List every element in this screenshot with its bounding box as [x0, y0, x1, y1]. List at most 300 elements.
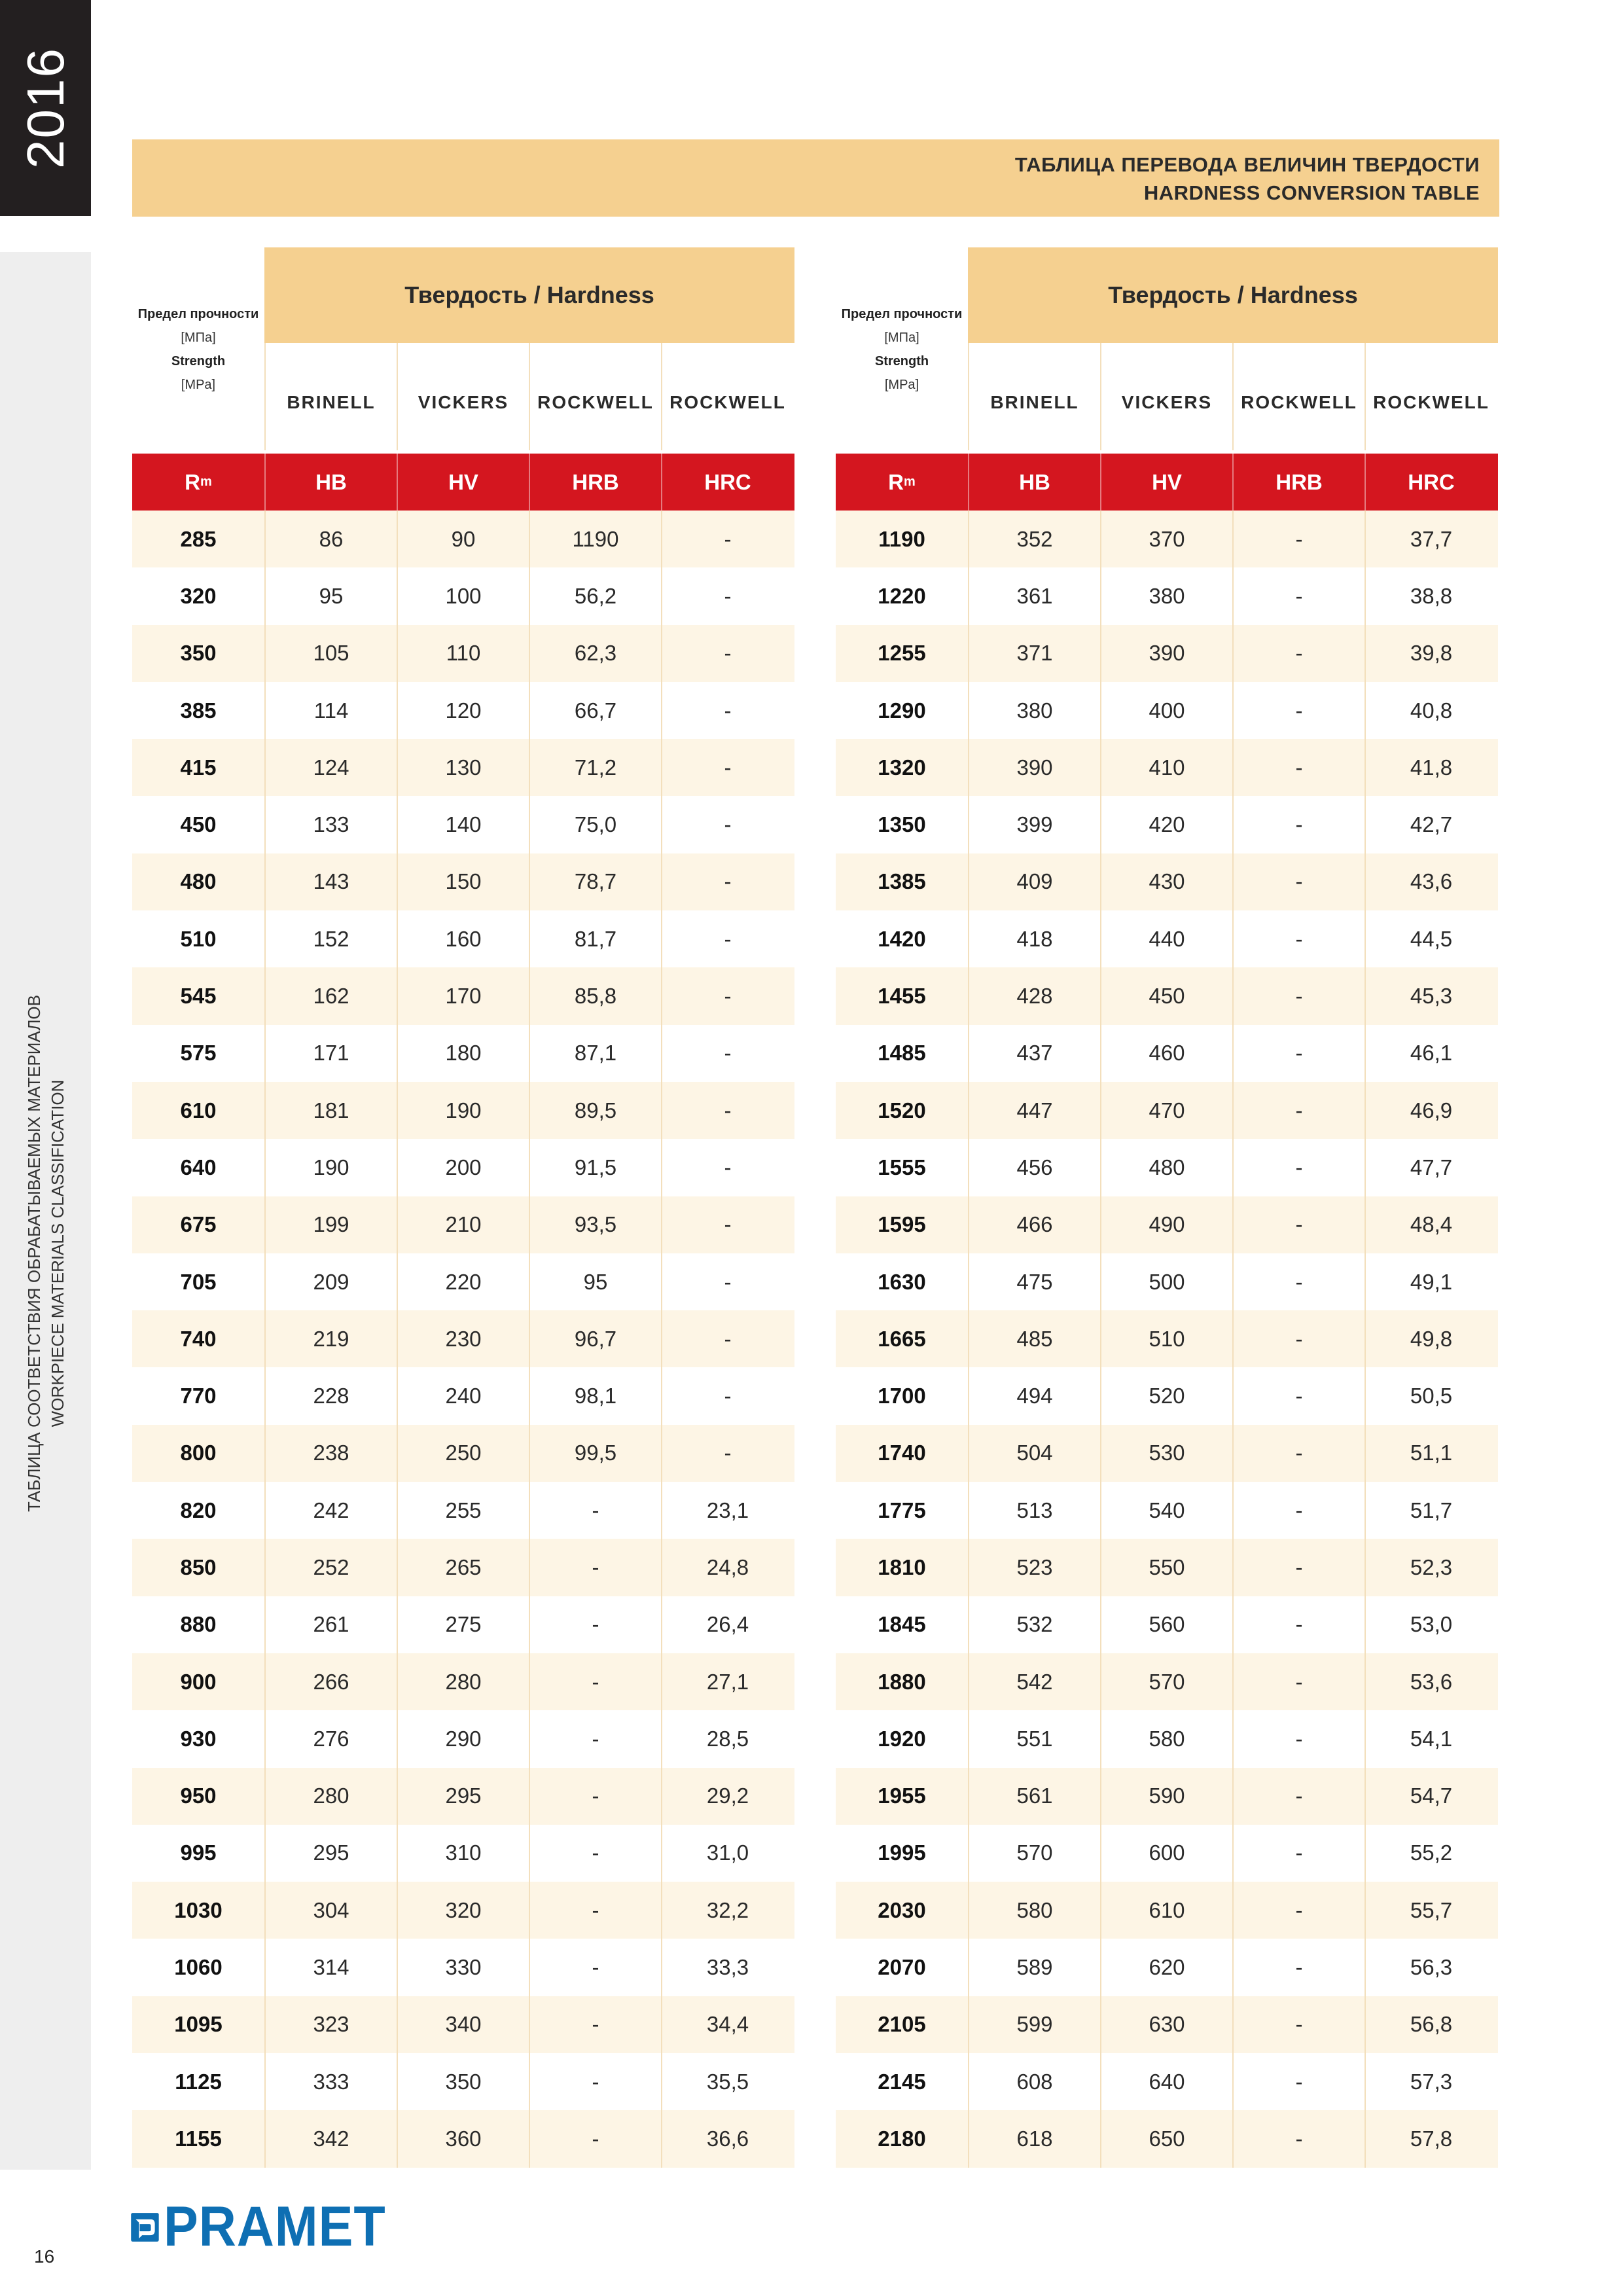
cell-hrb: - — [1232, 1653, 1364, 1710]
cell-hrc: 41,8 — [1364, 739, 1497, 796]
cell-rm: 1220 — [878, 583, 926, 608]
cell-rm: 350 — [180, 641, 217, 666]
cell-hb: 304 — [264, 1882, 397, 1939]
cell-hrb: - — [1232, 853, 1364, 910]
cell-hv: 130 — [397, 739, 529, 796]
title-bar — [132, 139, 1499, 217]
cell-hrb: 99,5 — [529, 1425, 661, 1482]
cell-hrb: - — [1232, 1482, 1364, 1539]
strength-unit-ru: [МПа] — [181, 331, 216, 345]
cell-rm: 1455 — [878, 984, 926, 1009]
cell-hrc: 47,7 — [1364, 1139, 1497, 1196]
cell-hv: 560 — [1100, 1596, 1232, 1653]
cell-hrc: - — [661, 1139, 793, 1196]
cell-rm: 575 — [180, 1041, 217, 1066]
cell-hrb: - — [1232, 2110, 1364, 2167]
cell-hb: 532 — [968, 1596, 1100, 1653]
cell-hrc: 50,5 — [1364, 1367, 1497, 1424]
cell-hv: 360 — [397, 2110, 529, 2167]
unit-hrc: HRC — [661, 454, 793, 511]
cell-rm: 930 — [180, 1726, 217, 1751]
table-row — [836, 1882, 1498, 1939]
cell-hrb: 56,2 — [529, 567, 661, 624]
unit-rm-subscript: m — [200, 475, 212, 489]
cell-hb: 280 — [264, 1768, 397, 1825]
cell-hrb: - — [1232, 910, 1364, 967]
table-row — [836, 1710, 1498, 1767]
cell-hv: 630 — [1100, 1996, 1232, 2053]
unit-rm-symbol: R — [185, 469, 201, 494]
cell-hb: 252 — [264, 1539, 397, 1596]
cell-hb: 114 — [264, 682, 397, 739]
cell-hb: 238 — [264, 1425, 397, 1482]
cell-hb: 95 — [264, 567, 397, 624]
cell-hb: 361 — [968, 567, 1100, 624]
unit-hv: HV — [397, 454, 529, 511]
cell-hb: 456 — [968, 1139, 1100, 1196]
cell-hv: 550 — [1100, 1539, 1232, 1596]
cell-hb: 199 — [264, 1196, 397, 1253]
cell-hrc: 34,4 — [661, 1996, 793, 2053]
cell-hv: 430 — [1100, 853, 1232, 910]
cell-rm: 1775 — [878, 1498, 926, 1522]
cell-hrc: 53,6 — [1364, 1653, 1497, 1710]
table-row — [836, 1596, 1498, 1653]
cell-hb: 342 — [264, 2110, 397, 2167]
cell-rm: 850 — [180, 1554, 217, 1579]
cell-rm: 1595 — [878, 1212, 926, 1237]
cell-hv: 570 — [1100, 1653, 1232, 1710]
cell-hrc: 51,7 — [1364, 1482, 1497, 1539]
cell-hv: 160 — [397, 910, 529, 967]
table-row — [132, 796, 794, 853]
cell-hrc: - — [661, 1025, 793, 1082]
table-row — [836, 739, 1498, 796]
cell-hb: 409 — [968, 853, 1100, 910]
cell-hb: 314 — [264, 1939, 397, 1996]
cell-hv: 210 — [397, 1196, 529, 1253]
cell-hrc: 39,8 — [1364, 625, 1497, 682]
unit-hrb: HRB — [529, 454, 661, 511]
cell-hrc: - — [661, 1310, 793, 1367]
cell-hv: 100 — [397, 567, 529, 624]
cell-hb: 475 — [968, 1253, 1100, 1310]
cell-hv: 480 — [1100, 1139, 1232, 1196]
cell-hv: 620 — [1100, 1939, 1232, 1996]
cell-rm: 1060 — [174, 1955, 223, 1980]
method-vickers: VICKERS — [397, 343, 529, 450]
cell-hrb: 95 — [529, 1253, 661, 1310]
cell-rm: 1350 — [878, 812, 926, 837]
table-row — [132, 511, 794, 567]
cell-rm: 610 — [180, 1098, 217, 1122]
cell-hrc: - — [661, 1082, 793, 1139]
cell-rm: 1810 — [878, 1554, 926, 1579]
hardness-header: Твердость / Hardness — [264, 247, 794, 343]
cell-hrb: 91,5 — [529, 1139, 661, 1196]
unit-rm — [132, 454, 264, 511]
table-row — [836, 1139, 1498, 1196]
cell-hv: 440 — [1100, 910, 1232, 967]
cell-hv: 470 — [1100, 1082, 1232, 1139]
cell-hrb: - — [1232, 2053, 1364, 2110]
cell-rm: 1740 — [878, 1441, 926, 1465]
table-row — [132, 1653, 794, 1710]
cell-hb: 390 — [968, 739, 1100, 796]
cell-hrc: - — [661, 567, 793, 624]
table-row — [836, 1310, 1498, 1367]
cell-rm: 1320 — [878, 755, 926, 780]
cell-hb: 261 — [264, 1596, 397, 1653]
cell-rm: 320 — [180, 583, 217, 608]
cell-hb: 143 — [264, 853, 397, 910]
cell-hb: 608 — [968, 2053, 1100, 2110]
table-row — [132, 1139, 794, 1196]
table-row — [836, 1253, 1498, 1310]
cell-hrb: - — [1232, 967, 1364, 1024]
cell-hb: 551 — [968, 1710, 1100, 1767]
cell-hv: 500 — [1100, 1253, 1232, 1310]
table-row — [132, 625, 794, 682]
table-row — [132, 1025, 794, 1082]
cell-hv: 250 — [397, 1425, 529, 1482]
unit-rm-symbol: R — [888, 469, 904, 494]
cell-hrb: 62,3 — [529, 625, 661, 682]
table-row — [132, 1482, 794, 1539]
table-row — [836, 1996, 1498, 2053]
cell-hb: 219 — [264, 1310, 397, 1367]
cell-hb: 504 — [968, 1425, 1100, 1482]
cell-hrc: 42,7 — [1364, 796, 1497, 853]
table-row — [836, 1082, 1498, 1139]
cell-rm: 480 — [180, 869, 217, 894]
strength-label-en: Strength — [874, 354, 929, 368]
cell-hrc: 53,0 — [1364, 1596, 1497, 1653]
strength-unit-en: [MPa] — [884, 378, 919, 392]
cell-hv: 400 — [1100, 682, 1232, 739]
cell-hrc: 27,1 — [661, 1653, 793, 1710]
cell-hv: 460 — [1100, 1025, 1232, 1082]
cell-hv: 650 — [1100, 2110, 1232, 2167]
cell-rm: 1700 — [878, 1384, 926, 1408]
cell-hrb: - — [1232, 739, 1364, 796]
cell-hrc: 46,1 — [1364, 1025, 1497, 1082]
table-row — [836, 1425, 1498, 1482]
cell-hrc: - — [661, 625, 793, 682]
side-caption-ru: ТАБЛИЦА СООТВЕТСТВИЯ ОБРАБАТЫВАЕМЫХ МАТЕРИАЛОВ — [24, 995, 44, 1512]
cell-hv: 290 — [397, 1710, 529, 1767]
unit-header-row — [836, 454, 1498, 511]
cell-rm: 770 — [180, 1384, 217, 1408]
table-row — [836, 1825, 1498, 1882]
cell-hrb: - — [1232, 1196, 1364, 1253]
cell-hrb: - — [1232, 1996, 1364, 2053]
table-row — [132, 853, 794, 910]
table-row — [132, 1367, 794, 1424]
cell-hv: 590 — [1100, 1768, 1232, 1825]
year-label: 2016 — [16, 47, 75, 169]
cell-rm: 1955 — [878, 1784, 926, 1808]
cell-hv: 580 — [1100, 1710, 1232, 1767]
table-row — [132, 1082, 794, 1139]
method-vickers: VICKERS — [1100, 343, 1232, 450]
cell-rm: 950 — [180, 1784, 217, 1808]
cell-hrb: - — [529, 1539, 661, 1596]
cell-hv: 295 — [397, 1768, 529, 1825]
cell-hv: 380 — [1100, 567, 1232, 624]
table-row — [836, 910, 1498, 967]
cell-hrb: - — [529, 1482, 661, 1539]
unit-hrb: HRB — [1232, 454, 1364, 511]
table-row — [132, 682, 794, 739]
table-row — [836, 1539, 1498, 1596]
cell-hb: 209 — [264, 1253, 397, 1310]
table-row — [836, 1939, 1498, 1996]
side-caption — [22, 995, 69, 1512]
cell-rm: 900 — [180, 1669, 217, 1694]
cell-hrc: - — [661, 853, 793, 910]
cell-rm: 450 — [180, 812, 217, 837]
table-row — [836, 1367, 1498, 1424]
cell-hb: 542 — [968, 1653, 1100, 1710]
cell-hb: 580 — [968, 1882, 1100, 1939]
cell-hb: 190 — [264, 1139, 397, 1196]
table-row — [132, 739, 794, 796]
table-row — [132, 2110, 794, 2167]
cell-rm: 415 — [180, 755, 217, 780]
cell-hrc: - — [661, 910, 793, 967]
strength-unit-ru: [МПа] — [884, 331, 919, 345]
cell-hrb: - — [1232, 1939, 1364, 1996]
year-box — [0, 0, 91, 216]
cell-hb: 485 — [968, 1310, 1100, 1367]
table-row — [132, 1253, 794, 1310]
cell-hb: 295 — [264, 1825, 397, 1882]
cell-hrb: - — [529, 1653, 661, 1710]
cell-hv: 350 — [397, 2053, 529, 2110]
cell-hb: 323 — [264, 1996, 397, 2053]
cell-hrb: - — [529, 1825, 661, 1882]
cell-hv: 310 — [397, 1825, 529, 1882]
conversion-table-left — [132, 247, 794, 2165]
cell-hb: 589 — [968, 1939, 1100, 1996]
table-row — [132, 1710, 794, 1767]
cell-hb: 242 — [264, 1482, 397, 1539]
cell-hrc: 33,3 — [661, 1939, 793, 1996]
strength-label-ru: Предел прочности — [841, 307, 963, 321]
cell-rm: 1290 — [878, 698, 926, 723]
table-row — [132, 1539, 794, 1596]
cell-hb: 447 — [968, 1082, 1100, 1139]
cell-hrb: - — [529, 1710, 661, 1767]
cell-hrc: 49,8 — [1364, 1310, 1497, 1367]
cell-hrb: - — [1232, 1596, 1364, 1653]
cell-hrc: 51,1 — [1364, 1425, 1497, 1482]
cell-hrc: 48,4 — [1364, 1196, 1497, 1253]
cell-hrc: 36,6 — [661, 2110, 793, 2167]
cell-hv: 180 — [397, 1025, 529, 1082]
cell-hb: 437 — [968, 1025, 1100, 1082]
cell-hb: 162 — [264, 967, 397, 1024]
cell-hb: 266 — [264, 1653, 397, 1710]
table-row — [132, 1310, 794, 1367]
table-row — [132, 1939, 794, 1996]
cell-hrb: - — [1232, 1710, 1364, 1767]
cell-rm: 880 — [180, 1612, 217, 1637]
cell-hrc: 38,8 — [1364, 567, 1497, 624]
pramet-logo-icon — [130, 2202, 160, 2252]
cell-rm: 1030 — [174, 1897, 223, 1922]
cell-hv: 240 — [397, 1367, 529, 1424]
cell-rm: 1155 — [175, 2126, 222, 2151]
cell-rm: 740 — [180, 1326, 217, 1351]
cell-hv: 420 — [1100, 796, 1232, 853]
table-row — [836, 1768, 1498, 1825]
cell-hb: 561 — [968, 1768, 1100, 1825]
cell-hrc: - — [661, 1196, 793, 1253]
cell-rm: 1190 — [878, 526, 925, 551]
cell-hrb: - — [1232, 567, 1364, 624]
cell-hrb: 85,8 — [529, 967, 661, 1024]
title-ru: ТАБЛИЦА ПЕРЕВОДА ВЕЛИЧИН ТВЕРДОСТИ — [1014, 153, 1480, 176]
cell-hv: 220 — [397, 1253, 529, 1310]
cell-rm: 2030 — [878, 1897, 926, 1922]
cell-hrc: 56,8 — [1364, 1996, 1497, 2053]
cell-hv: 640 — [1100, 2053, 1232, 2110]
cell-hrc: 40,8 — [1364, 682, 1497, 739]
cell-hrb: - — [1232, 1768, 1364, 1825]
unit-header-row — [132, 454, 794, 511]
unit-rm — [836, 454, 968, 511]
cell-hv: 120 — [397, 682, 529, 739]
strength-label-en: Strength — [171, 354, 226, 368]
page-number: 16 — [34, 2246, 55, 2267]
cell-rm: 1920 — [878, 1726, 926, 1751]
cell-hrc: - — [661, 511, 793, 567]
cell-hv: 190 — [397, 1082, 529, 1139]
table-row — [132, 910, 794, 967]
cell-rm: 1880 — [878, 1669, 926, 1694]
cell-rm: 1485 — [878, 1041, 926, 1066]
cell-rm: 1385 — [878, 869, 926, 894]
table-row — [836, 967, 1498, 1024]
cell-rm: 1995 — [878, 1840, 926, 1865]
cell-hrc: 49,1 — [1364, 1253, 1497, 1310]
method-rockwell-b: ROCKWELL — [1232, 343, 1364, 450]
cell-hb: 523 — [968, 1539, 1100, 1596]
table-body-left — [132, 511, 794, 2168]
method-rockwell-c: ROCKWELL — [1364, 343, 1497, 450]
cell-hb: 105 — [264, 625, 397, 682]
cell-hrc: 23,1 — [661, 1482, 793, 1539]
cell-hrb: - — [529, 1882, 661, 1939]
cell-rm: 1555 — [878, 1155, 926, 1179]
table-row — [132, 1425, 794, 1482]
cell-hb: 352 — [968, 511, 1100, 567]
cell-rm: 705 — [180, 1269, 217, 1294]
cell-hrb: - — [1232, 1882, 1364, 1939]
cell-hrb: - — [1232, 682, 1364, 739]
table-row — [836, 2053, 1498, 2110]
cell-hb: 466 — [968, 1196, 1100, 1253]
cell-hb: 276 — [264, 1710, 397, 1767]
cell-hrb: - — [1232, 1825, 1364, 1882]
cell-hv: 370 — [1100, 511, 1232, 567]
table-row — [836, 796, 1498, 853]
table-row — [132, 1882, 794, 1939]
cell-rm: 1255 — [878, 641, 926, 666]
cell-rm: 640 — [180, 1155, 217, 1179]
cell-hrb: 96,7 — [529, 1310, 661, 1367]
unit-rm-subscript: m — [904, 475, 916, 489]
cell-hrc: - — [661, 1367, 793, 1424]
cell-hb: 133 — [264, 796, 397, 853]
cell-hrb: - — [529, 1596, 661, 1653]
cell-hb: 618 — [968, 2110, 1100, 2167]
cell-hrc: 29,2 — [661, 1768, 793, 1825]
cell-hv: 610 — [1100, 1882, 1232, 1939]
table-row — [836, 1653, 1498, 1710]
cell-hrc: 37,7 — [1364, 511, 1497, 567]
pramet-logo-text: PRAMET — [163, 2195, 386, 2258]
cell-hv: 390 — [1100, 625, 1232, 682]
table-row — [836, 625, 1498, 682]
cell-hrc: 57,3 — [1364, 2053, 1497, 2110]
cell-hrc: 46,9 — [1364, 1082, 1497, 1139]
cell-rm: 675 — [180, 1212, 217, 1237]
cell-hrb: - — [1232, 625, 1364, 682]
cell-hrb: - — [1232, 1253, 1364, 1310]
table-row — [836, 1025, 1498, 1082]
method-header-row — [264, 343, 794, 450]
table-row — [132, 1768, 794, 1825]
cell-rm: 1420 — [878, 926, 926, 951]
cell-rm: 385 — [180, 698, 217, 723]
method-brinell: BRINELL — [968, 343, 1100, 450]
cell-hb: 399 — [968, 796, 1100, 853]
cell-hrb: - — [1232, 1139, 1364, 1196]
cell-hrb: - — [1232, 1310, 1364, 1367]
cell-hrc: 24,8 — [661, 1539, 793, 1596]
cell-hv: 170 — [397, 967, 529, 1024]
cell-hv: 90 — [397, 511, 529, 567]
strength-label — [836, 247, 968, 450]
cell-hv: 140 — [397, 796, 529, 853]
cell-hrb: 75,0 — [529, 796, 661, 853]
cell-rm: 1845 — [878, 1612, 926, 1637]
cell-hv: 340 — [397, 1996, 529, 2053]
cell-hb: 86 — [264, 511, 397, 567]
side-caption-en: WORKPIECE MATERIALS CLASSIFICATION — [48, 1079, 67, 1427]
cell-hv: 150 — [397, 853, 529, 910]
cell-hb: 513 — [968, 1482, 1100, 1539]
cell-hb: 171 — [264, 1025, 397, 1082]
strength-label-ru: Предел прочности — [137, 307, 259, 321]
method-rockwell-b: ROCKWELL — [529, 343, 661, 450]
cell-hv: 520 — [1100, 1367, 1232, 1424]
cell-hv: 600 — [1100, 1825, 1232, 1882]
cell-hv: 320 — [397, 1882, 529, 1939]
pramet-logo — [130, 2195, 405, 2258]
cell-hrc: 45,3 — [1364, 967, 1497, 1024]
cell-hrb: 89,5 — [529, 1082, 661, 1139]
method-header-row — [968, 343, 1498, 450]
cell-rm: 1125 — [175, 2069, 222, 2094]
cell-hv: 110 — [397, 625, 529, 682]
cell-hrb: 66,7 — [529, 682, 661, 739]
cell-hv: 330 — [397, 1939, 529, 1996]
cell-hrc: 28,5 — [661, 1710, 793, 1767]
